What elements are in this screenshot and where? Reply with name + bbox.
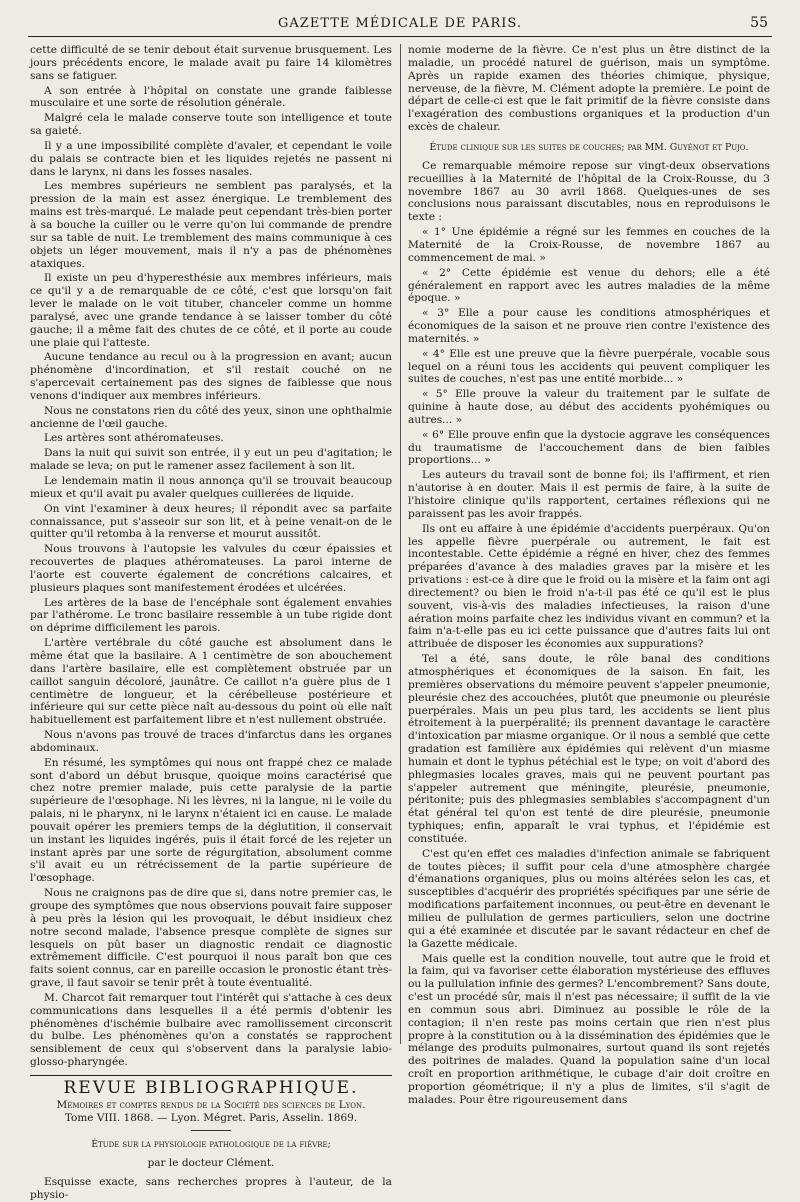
page-header xyxy=(28,14,772,37)
paragraph: nomie moderne de la fièvre. Ce n'est plus un être distinct de la maladie, un procédé naturel de guérison, mais un symptôme. Après un rapide examen des théories chimique, physique, nerveuse, de la fièvre, M. Clément adopte la première. Le point de départ de celle-ci est que le fait primitif de la fièvre consiste dans l'exagération des combustions organiques et la production d'un excès de chaleur. xyxy=(408,44,770,134)
paragraph: Il existe un peu d'hyperesthésie aux membres inférieurs, mais ce qu'il y a de remarquable de ce côté, c'est que lorsqu'on fait lever le malade on le voit tituber, chanceler comme un homme paralysé, avec une grande tendance à se laisser tomber du côté gauche; il a même fait des chutes de ce côté, et il porte au coude une plaie qui l'atteste. xyxy=(30,272,392,349)
paragraph: « 2° Cette épidémie est venue du dehors; elle a été généralement en rapport avec les autres maladies de la même époque. » xyxy=(408,266,770,305)
section-divider xyxy=(30,1075,392,1076)
journal-title: GAZETTE MÉDICALE DE PARIS. xyxy=(278,16,522,31)
paragraph: Les artères de la base de l'encéphale sont également envahies par l'athérome. Le tronc basilaire ressemble à un tube rigide dont on déprime difficilement les parois. xyxy=(30,596,392,635)
paragraph: Le lendemain matin il nous annonça qu'il se trouvait beaucoup mieux et qu'il avait pu avaler quelques cuillerées de liquide. xyxy=(30,475,392,500)
paragraph: « 5° Elle prouve la valeur du traitement par le sulfate de quinine à haute dose, au début des accidents pyohémiques ou autres... » xyxy=(408,388,770,426)
paragraph: En résumé, les symptômes qui nous ont frappé chez ce malade sont d'abord un début brusque, quoique moins caractérisé que chez notre premier malade, puis cette paralysie de la partie supérieure de l'œsophage. Ni les lèvres, ni la langue, ni le voile du palais, ni le pharynx, ni le larynx n'étaient ici en cause. Le malade pouvait opérer les premiers temps de la déglutition, il conservait un instant les liquides ingérés, puis il était forcé de les rejeter un instant après par une sorte de régurgitation, absolument comme s'il avait eu un rétrécissement de la partie supérieure de l'œsophage. xyxy=(30,756,392,885)
paragraph: Aucune tendance au recul ou à la progression en avant; aucun phénomène d'incordination, et s'il restait couché on ne s'apercevait certainement pas des signes de faiblesse que nous venons d'indiquer aux membres inférieurs. xyxy=(30,351,392,402)
paragraph: « 6° Elle prouve enfin que la dystocie aggrave les conséquences du traumatisme de l'accouchement dans de bien faibles proportions... » xyxy=(408,428,770,467)
study-author: par le docteur Clément. xyxy=(147,1156,275,1169)
paragraph: cette difficulté de se tenir debout était survenue brusquement. Les jours précédents encore, le malade avait pu faire 14 kilomètres sans se fatiguer. xyxy=(30,44,392,82)
paragraph: « 1° Une épidémie a régné sur les femmes en couches de la Maternité de la Croix-Rousse, de novembre 1867 au commencement de mai. » xyxy=(408,226,770,264)
paragraph: Ils ont eu affaire à une épidémie d'accidents puerpéraux. Qu'on les appelle fièvre puerpérale ou autrement, le fait est incontestable. Cette épidémie a régné en hiver, chez des femmes préparées d'avance à des maladies graves par la misère et les privations : est-ce à dire que le froid ou la misère et la faim ont agi directement? ou bien le froid n'a-t-il pas été ce qu'il est le plus souvent, vis-à-vis des maladies infectieuses, la raison d'une aération moins parfaite chez les individus vivant en commun? et la faim n'a-t-elle pas eu ici cette puissance que d'autres faits lui ont attribuée de disposer les économies aux suppurations? xyxy=(408,522,770,651)
paragraph: Dans la nuit qui suivit son entrée, il y eut un peu d'agitation; le malade se leva; on put le ramener assez facilement à son lit. xyxy=(30,447,392,473)
section-publication-info: Tome VIII. 1868. — Lyon. Mégret. Paris, Asselin. 1869. xyxy=(64,1111,358,1124)
paragraph: L'artère vertébrale du côté gauche est absolument dans le même état que la basilaire. A 1 centimètre de son abouchement dans l'artère basilaire, elle est complètement obstruée par un caillot sanguin décoloré, jaunâtre. Ce caillot n'a guère plus de 1 centimètre de longueur, et la cérébelleuse postérieure et inférieure qui sur cette pièce naît au-dessous du point où elle naît habituellement est parfaitement libre et n'est nullement obstruée. xyxy=(30,637,392,727)
paragraph: C'est qu'en effet ces maladies d'infection animale se fabriquent de toutes pièces; il suffit pour cela d'une atmosphère chargée d'émanations organiques, plus ou moins altérées selon les cas, et susceptibles d'acquérir des propriétés spécifiques par une série de modifications parfaitement inconnues, ou peut-être en devenant le milieu de pullulation de germes particuliers, selon une doctrine qui a été examinée et discutée par le savant rédacteur en chef de la Gazette médicale. xyxy=(408,847,770,950)
paragraph: Nous ne constatons rien du côté des yeux, sinon une ophthalmie ancienne de l'œil gauche. xyxy=(30,404,392,430)
paragraph: Mais quelle est la condition nouvelle, tout autre que le froid et la faim, qui va favoriser cette élaboration mystérieuse des effluves ou la pullulation infinie des germes? L'encombrement? Sans doute, c'est un procédé sûr, mais il n'est pas nécessaire; il suffit de la vie en commun sous abri. Diminuez au possible le rôle de la contagion; il n'en reste pas moins certain que rien n'est plus propre à la constitution ou à la dissémination des épidémies que le mélange des produits pulmonaires, surtout quand ils sont rejetés des poitrines de malades. Quand la population saine d'un local croît en proportion arithmétique, le cubage d'air doit croître en proportion géométrique; il n'y a plus de limites, s'il s'agit de malades. Pour être rigoureusement dans xyxy=(408,952,770,1106)
paragraph: On vint l'examiner à deux heures; il répondit avec sa parfaite connaissance, put s'asseoir sur son lit, et à peine venait-on de le quitter qu'il retomba à la renverse et mourut aussitôt. xyxy=(30,502,392,541)
paragraph: A son entrée à l'hôpital on constate une grande faiblesse musculaire et une sorte de résolution générale. xyxy=(30,84,392,110)
paragraph: Nous trouvons à l'autopsie les valvules du cœur épaissies et recouvertes de plaques athéromateuses. La paroi interne de l'aorte est couverte également de concrétions calcaires, et plusieurs plaques sont manifestement érodées et ulcérées. xyxy=(30,543,392,594)
paragraph: Les auteurs du travail sont de bonne foi; ils l'affirment, et rien n'autorise à en douter. Mais il est permis de faire, à la suite de l'histoire clinique qu'ils rapportent, certaines réflexions qui ne paraissent pas les avoir frappés. xyxy=(408,469,770,520)
page-number: 55 xyxy=(750,15,768,31)
paragraph: Nous ne craignons pas de dire que si, dans notre premier cas, le groupe des symptômes que nous observions pouvait faire supposer à peu près la lésion qui les provoquait, le début insidieux chez notre second malade, l'absence presque complète de signes sur lesquels on pût baser un diagnostic rendait ce diagnostic extrêmement difficile. C'est pourquoi il nous paraît bon que ces faits soient connus, car en pareille occasion le pronostic étant très-grave, il faut savoir se tenir prêt à toute éventualité. xyxy=(30,887,392,990)
paragraph: Ce remarquable mémoire repose sur vingt-deux observations recueillies à la Maternité de l'hôpital de la Croix-Rousse, du 3 novembre 1867 au 30 avril 1868. Quelques-unes de ses conclusions nous paraissant discutables, nous en reproduisons le texte : xyxy=(408,159,770,224)
paragraph: « 4° Elle est une preuve que la fièvre puerpérale, vocable sous lequel on a réuni tous les accidents qui peuvent compliquer les suites de couches, n'est pas une entité morbide... » xyxy=(408,347,770,386)
right-column xyxy=(408,44,770,1106)
paragraph: M. Charcot fait remarquer tout l'intérêt qui s'attache à ces deux communications dans lesquelles il a été permis d'obtenir les phénomènes d'ischémie bulbaire avec ramollissement circonscrit du bulbe. Les phénomènes qu'on a constatés se rapprochent sensiblement de ceux qui s'observent dans la paralysie labio-glosso-pharyngée. xyxy=(30,991,392,1069)
paragraph: Les membres supérieurs ne semblent pas paralysés, et la pression de la main est assez énergique. Le tremblement des mains est très-marqué. Le malade peut cependant très-bien porter à sa bouche la cuiller ou le verre qu'on lui commande de prendre sur sa table de nuit. Le tremblement des mains communique à ces objets un léger mouvement, mais il n'y a pas de phénomènes ataxiques. xyxy=(30,180,392,270)
paragraph: Il y a une impossibilité complète d'avaler, et cependant le voile du palais se contracte bien et les liquides rejetés ne passent ni dans le larynx, ni dans les fosses nasales. xyxy=(30,139,392,178)
column-divider xyxy=(400,44,401,1044)
study-title: Étude clinique sur les suites de couches; par MM. Guyénot et Pujo. xyxy=(429,141,749,153)
section-title: REVUE BIBLIOGRAPHIQUE. xyxy=(63,1077,359,1098)
paragraph: Tel a été, sans doute, le rôle banal des conditions atmosphériques et économiques de la saison. En fait, les premières observations du mémoire peuvent s'appeler pneumonie, pleurésie chez des accouchées, plutôt que pneumonie ou pleurésie puerpérales. Mais un peu plus tard, les accidents se lient plus étroitement à la puerpéralité; ils prennent davantage le caractère d'intoxication par miasme organique. Or il nous a semblé que cette gradation est familière aux épidémies qui relèvent d'un miasme humain et dont le typhus pétéchial est le type; on voit d'abord des phlegmasies locales graves, mais qui ne peuvent pourtant pas s'appeler autrement que méningite, pleurésie, pneumonie, péritonite; puis des phlegmasies semblables s'accompagnent d'un état général tel qu'on est tenté de dire pleurésie, pneumonie typhiques; enfin, apparaît le vrai typhus, et l'épidémie est constituée. xyxy=(408,653,770,845)
paragraph: Les artères sont athéromateuses. xyxy=(44,432,224,445)
section-subtitle: Mémoires et comptes rendus de la Société des sciences de Lyon. xyxy=(56,1098,366,1111)
study-title: Étude sur la physiologie pathologique de la fièvre; xyxy=(91,1138,331,1150)
divider xyxy=(191,1130,231,1131)
paragraph: Esquisse exacte, sans recherches propres à l'auteur, de la physio- xyxy=(30,1175,392,1201)
paragraph: « 3° Elle a pour cause les conditions atmosphériques et économiques de la saison et ne prouve rien contre l'existence des maternités. » xyxy=(408,307,770,345)
paragraph: Malgré cela le malade conserve toute son intelligence et toute sa gaieté. xyxy=(30,112,392,138)
left-column xyxy=(30,44,392,1201)
paragraph: Nous n'avons pas trouvé de traces d'infarctus dans les organes abdominaux. xyxy=(30,729,392,754)
